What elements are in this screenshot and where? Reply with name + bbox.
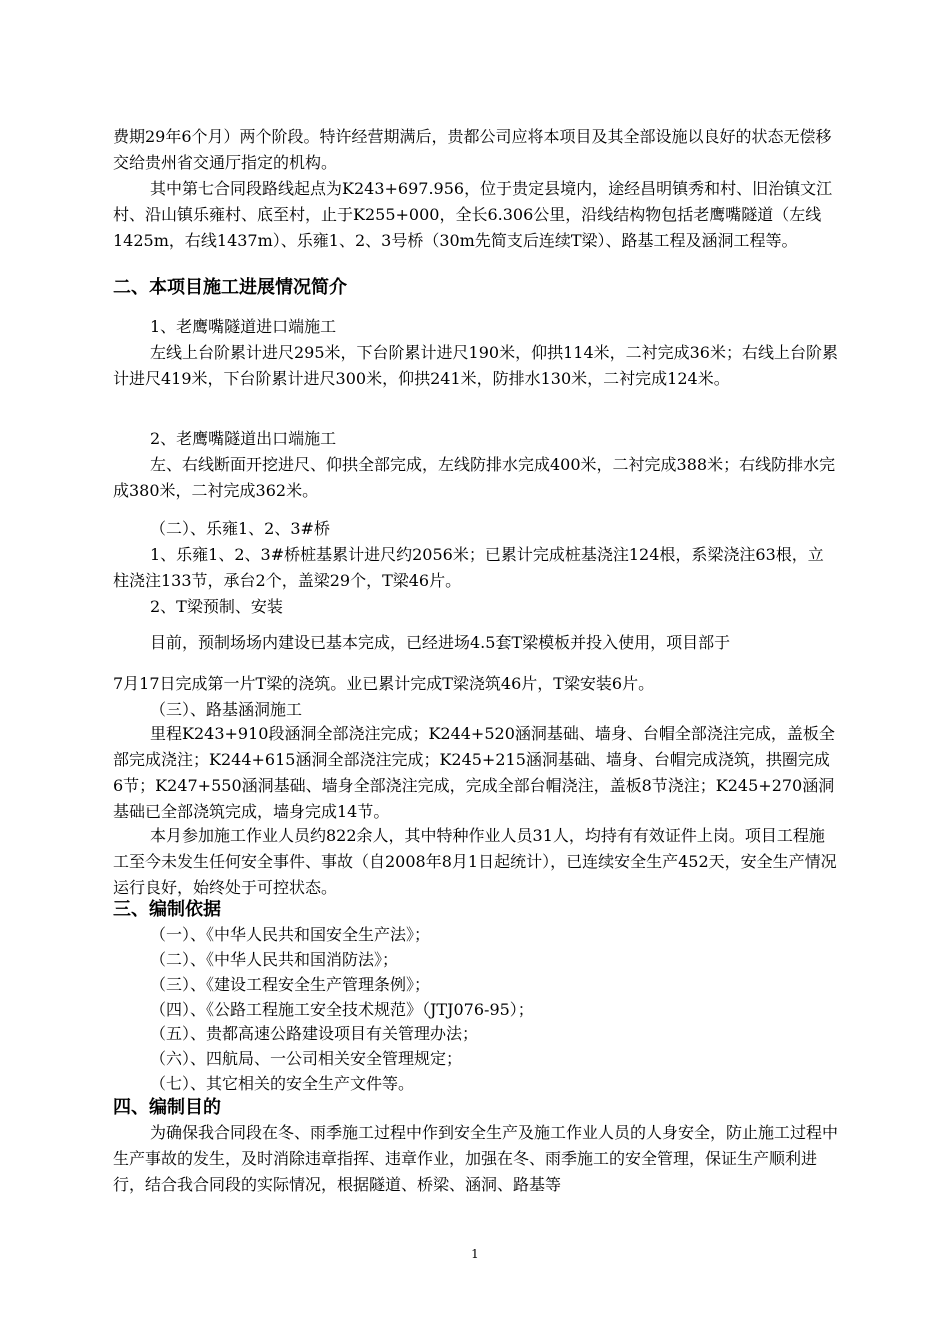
basis-item-6: （六）、四航局、一公司相关安全管理规定； (150, 1049, 463, 1068)
basis-item-2: （二）、《中华人民共和国消防法》； (150, 950, 399, 969)
subheading-t-beam: 2、T梁预制、安装 (150, 597, 283, 616)
basis-item-3: （三）、《建设工程安全生产管理条例》； (150, 975, 431, 994)
paragraph-concession: 费期29年6个月）两个阶段。特许经营期满后，贵都公司应将本项目及其全部设施以良好的状态无偿移交给贵州省交通厅指定的机构。 (113, 127, 832, 172)
paragraph-culverts: 里程K243+910段涵洞全部浇注完成；K244+520涵洞基础、墙身、台帽全部浇注完成，盖板全部完成浇注；K244+615涵洞全部浇注完成；K245+215涵洞基础、墙身、台帽完成浇筑，拱圈完成6节；K247+550涵洞基础、墙身全部浇注完成，完成全部台帽浇注，盖板8节浇注；K245+270涵洞基础已全部浇筑完成，墙身完成14节。 (113, 724, 835, 821)
subheading-tunnel-exit: 2、老鹰嘴隧道出口端施工 (150, 429, 337, 448)
heading-progress: 二、本项目施工进展情况简介 (113, 277, 347, 298)
subheading-bridges: （二）、乐雍1、2、3#桥 (150, 519, 330, 538)
basis-item-5: （五）、贵都高速公路建设项目有关管理办法； (150, 1024, 479, 1043)
page-number: 1 (471, 1247, 479, 1261)
paragraph-tunnel-exit: 左、右线断面开挖进尺、仰拱全部完成，左线防排水完成400米，二衬完成388米；右线防排水完成380米，二衬完成362米。 (113, 455, 836, 500)
paragraph-t-beam-1: 目前，预制场场内建设已基本完成，已经进场4.5套T梁模板并投入使用，项目部于 (150, 633, 731, 652)
paragraph-purpose: 为确保我合同段在冬、雨季施工过程中作到安全生产及施工作业人员的人身安全，防止施工过程中生产事故的发生，及时消除违章指挥、违章作业，加强在冬、雨季施工的安全管理，保证生产顺利进行，结合我合同段的实际情况，根据隧道、桥梁、涵洞、路基等 (113, 1123, 839, 1194)
subheading-culverts: （三）、路基涵洞施工 (150, 700, 303, 719)
paragraph-section-seven: 其中第七合同段路线起点为K243+697.956，位于贵定县境内，途经昌明镇秀和村、旧治镇文江村、沿山镇乐雍村、底至村，止于K255+000，全长6.306公里，沿线结构物包括老鹰嘴隧道（左线1425m，右线1437m）、乐雍1、2、3号桥（30m先简支后连续T梁）、路基工程及涵洞工程等。 (113, 179, 833, 250)
paragraph-staff-safety: 本月参加施工作业人员约822余人，其中特种作业人员31人，均持有有效证件上岗。项目工程施工至今未发生任何安全事件、事故（自2008年8月1日起统计），已连续安全生产452天，安全生产情况运行良好，始终处于可控状态。 (113, 826, 837, 897)
heading-basis: 三、编制依据 (113, 899, 221, 920)
paragraph-tunnel-entrance: 左线上台阶累计进尺295米，下台阶累计进尺190米，仰拱114米，二衬完成36米；右线上台阶累计进尺419米，下台阶累计进尺300米，仰拱241米，防排水130米，二衬完成124米。 (113, 343, 838, 388)
basis-item-1: （一）、《中华人民共和国安全生产法》； (150, 925, 431, 944)
heading-purpose: 四、编制目的 (113, 1097, 221, 1118)
paragraph-bridges: 1、乐雍1、2、3#桥桩基累计进尺约2056米；已累计完成桩基浇注124根，系梁浇注63根，立柱浇注133节，承台2个，盖梁29个，T梁46片。 (113, 545, 824, 590)
subheading-tunnel-entrance: 1、老鹰嘴隧道进口端施工 (150, 317, 337, 336)
basis-item-7: （七）、其它相关的安全生产文件等。 (150, 1074, 415, 1093)
basis-item-4: （四）、《公路工程施工安全技术规范》（JTJ076-95）； (150, 1000, 534, 1019)
paragraph-t-beam-2: 7月17日完成第一片T梁的浇筑。业已累计完成T梁浇筑46片，T梁安装6片。 (113, 674, 655, 693)
